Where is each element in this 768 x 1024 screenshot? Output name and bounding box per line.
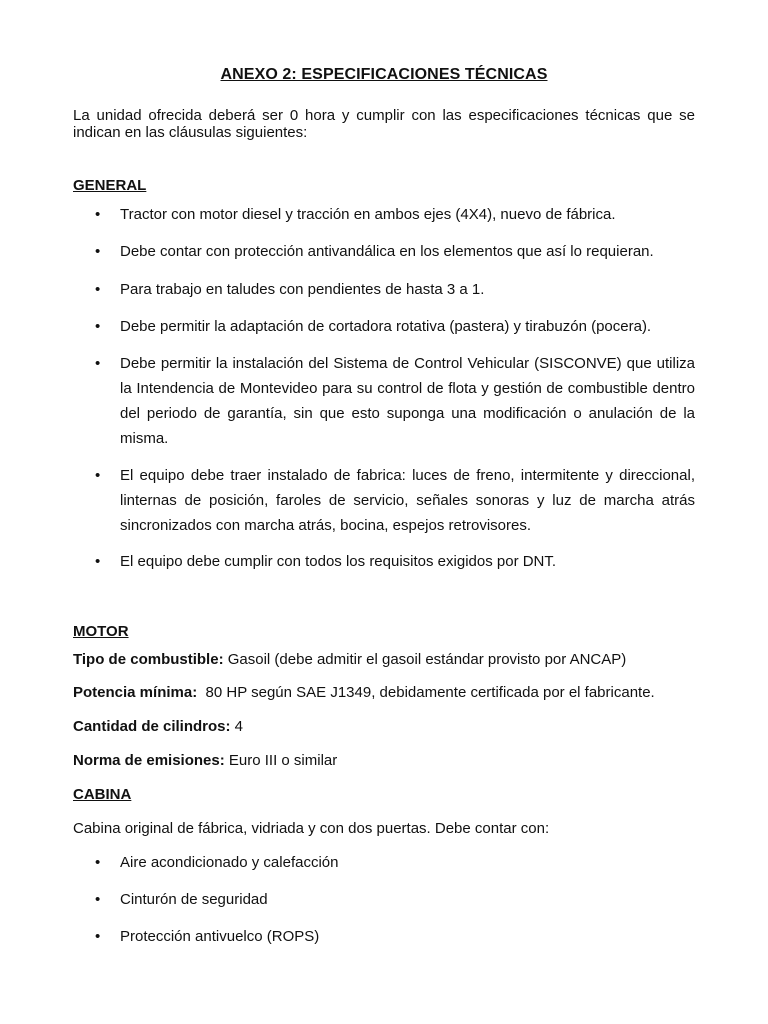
spec-value: 80 HP según SAE J1349, debidamente certificada por el fabricante. [197,684,655,701]
bullet-icon: • [95,891,101,908]
list-item-text: El equipo debe traer instalado de fabrica: luces de freno, intermitente y direccional, linternas de posición, faroles de servicio, señales sonoras y luz de marcha atrás sincronizados con marcha atrás, bocina, espejos retrovisores. [120,467,695,534]
spec-label: Cantidad de cilindros: [73,718,231,735]
bullet-icon: • [95,318,101,335]
bullet-icon: • [95,206,101,223]
bullet-icon: • [95,928,101,945]
list-item-text: Debe contar con protección antivandálica en los elementos que así lo requieran. [120,243,654,260]
document-title: ANEXO 2: ESPECIFICACIONES TÉCNICAS [220,66,548,83]
spec-label: Tipo de combustible: [73,651,224,668]
spec-min-power [73,684,695,701]
cabina-intro: Cabina original de fábrica, vidriada y con dos puertas. Debe contar con: [73,820,550,837]
list-item-text: Aire acondicionado y calefacción [120,854,339,871]
spec-label: Potencia mínima: [73,684,198,701]
bullet-icon: • [95,355,101,372]
list-item-text: Cinturón de seguridad [120,891,268,908]
spec-value: Gasoil (debe admitir el gasoil estándar provisto por ANCAP) [223,651,627,668]
intro-paragraph: La unidad ofrecida deberá ser 0 hora y cumplir con las especificaciones técnicas que se indican en las cláusulas siguientes: [73,107,695,141]
spec-cylinders [73,718,695,735]
section-heading-general: GENERAL [73,177,147,194]
spec-value: 4 [230,718,244,735]
spec-label: Norma de emisiones: [73,752,225,769]
bullet-icon: • [95,243,101,260]
spec-emissions [73,752,695,769]
spec-value: Euro III o similar [224,752,338,769]
section-heading-cabina: CABINA [73,786,132,803]
list-item-text: Protección antivuelco (ROPS) [120,928,320,945]
bullet-icon: • [95,281,101,298]
spec-fuel-type [73,651,695,668]
list-item-text: Para trabajo en taludes con pendientes de hasta 3 a 1. [120,281,485,298]
section-heading-motor: MOTOR [73,623,129,640]
list-item-text: El equipo debe cumplir con todos los requisitos exigidos por DNT. [120,553,557,570]
bullet-icon: • [95,553,101,570]
list-item-text: Tractor con motor diesel y tracción en ambos ejes (4X4), nuevo de fábrica. [120,206,616,223]
list-item-text: Debe permitir la instalación del Sistema de Control Vehicular (SISCONVE) que utiliza la Intendencia de Montevideo para su control de flota y gestión de combustible dentro del periodo de garantía, sin que esto suponga una modificación o anulación de la misma. [120,355,695,447]
bullet-icon: • [95,854,101,871]
list-item-text: Debe permitir la adaptación de cortadora rotativa (pastera) y tirabuzón (pocera). [120,318,652,335]
bullet-icon: • [95,467,101,484]
